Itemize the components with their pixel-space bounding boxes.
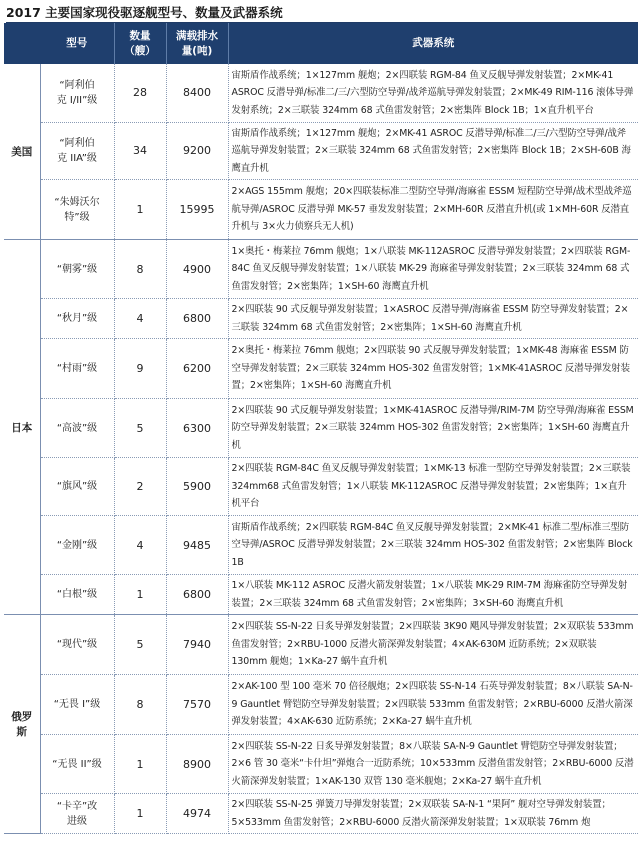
table-row bbox=[4, 735, 638, 794]
displacement-cell: 7570 bbox=[166, 675, 228, 735]
country-cell: 俄罗 斯 bbox=[4, 615, 40, 834]
table-row bbox=[4, 615, 638, 675]
count-cell: 34 bbox=[114, 122, 166, 180]
header-count: 数量 （艘） bbox=[114, 23, 166, 64]
model-cell: “朝雾”级 bbox=[40, 240, 114, 299]
count-cell: 4 bbox=[114, 299, 166, 339]
country-cell: 美国 bbox=[4, 64, 40, 240]
weapons-cell: 2×四联装 SS-N-22 日炙导弹发射装置；8×八联装 SA-N-9 Gauntlet 臂铠防空导弹发射装置；2×6 管 30 毫米“卡什坦”弹炮合一近防系统；10×533mm 反潜鱼雷发射管；2×RBU-6000 反潜火箭深弹发射装置；1×AK-130 双管 130 毫米舰炮；2×Ka-27 蜗牛直升机 bbox=[228, 735, 638, 794]
count-cell: 1 bbox=[114, 735, 166, 794]
count-cell: 5 bbox=[114, 399, 166, 458]
weapons-cell: 2×AGS 155mm 舰炮；20×四联装标准二型防空导弹/海麻雀 ESSM 短程防空导弹/战术型战斧巡航导弹/ASROC 反潜导弹 MK-57 垂发发射装置；2×MH-60R 反潜直升机(或 1×MH-60R 反潜直升机与 3×火力侦察兵无人机) bbox=[228, 180, 638, 240]
model-cell: “白根”级 bbox=[40, 575, 114, 615]
weapons-cell: 2×奥托・梅莱拉 76mm 舰炮；2×四联装 90 式反舰导弹发射装置；1×MK-48 海麻雀 ESSM 防空导弹发射装置；2×三联装 324mm HOS-302 鱼雷发射管；1×MK-41ASROC 反潜导弹发射装置；2×密集阵；1×SH-60 海鹰直升机 bbox=[228, 339, 638, 399]
table-title: 2017 主要国家现役驱逐舰型号、数量及武器系统 bbox=[6, 5, 283, 20]
displacement-cell: 8400 bbox=[166, 64, 228, 122]
model-cell: “旗风”级 bbox=[40, 458, 114, 516]
header-row bbox=[4, 23, 638, 64]
count-cell: 8 bbox=[114, 240, 166, 299]
displacement-cell: 6800 bbox=[166, 299, 228, 339]
count-cell: 9 bbox=[114, 339, 166, 399]
table-row bbox=[4, 64, 638, 122]
table-row bbox=[4, 240, 638, 299]
table-row bbox=[4, 794, 638, 834]
weapons-cell: 2×AK-100 型 100 毫米 70 倍径舰炮；2×四联装 SS-N-14 石英导弹发射装置；8×八联装 SA-N-9 Gauntlet 臂铠防空导弹发射装置；2×四联装 533mm 鱼雷发射管；2×RBU-6000 反潜火箭深弹发射装置；4×AK-630 近防系统；2×Ka-27 蜗牛直升机 bbox=[228, 675, 638, 735]
model-cell: “现代”级 bbox=[40, 615, 114, 675]
weapons-cell: 2×四联装 SS-N-22 日炙导弹发射装置；2×四联装 3K90 飓风导弹发射装置；2×双联装 533mm 鱼雷发射管；2×RBU-1000 反潜火箭深弹发射装置；4×AK-630M 近防系统；2×双联装 130mm 舰炮；1×Ka-27 蜗牛直升机 bbox=[228, 615, 638, 675]
table-row bbox=[4, 122, 638, 180]
count-cell: 5 bbox=[114, 615, 166, 675]
header-weapons: 武器系统 bbox=[228, 23, 638, 64]
table-row bbox=[4, 399, 638, 458]
table-row bbox=[4, 458, 638, 516]
displacement-cell: 8900 bbox=[166, 735, 228, 794]
destroyer-table bbox=[4, 23, 638, 834]
displacement-cell: 7940 bbox=[166, 615, 228, 675]
table-row bbox=[4, 675, 638, 735]
count-cell: 1 bbox=[114, 794, 166, 834]
displacement-cell: 6800 bbox=[166, 575, 228, 615]
count-cell: 8 bbox=[114, 675, 166, 735]
model-cell: “金刚”级 bbox=[40, 516, 114, 575]
model-cell: “卡辛”改 进级 bbox=[40, 794, 114, 834]
header-displacement: 满载排水 量(吨) bbox=[166, 23, 228, 64]
weapons-cell: 1×奥托・梅莱拉 76mm 舰炮；1×八联装 MK-112ASROC 反潜导弹发射装置；2×四联装 RGM-84C 鱼叉反舰导弹发射装置；1×八联装 MK-29 海麻雀导弹发射装置；2×三联装 324mm 68 式鱼雷发射管；2×密集阵；1×SH-60 海鹰直升机 bbox=[228, 240, 638, 299]
model-cell: “无畏 I”级 bbox=[40, 675, 114, 735]
count-cell: 4 bbox=[114, 516, 166, 575]
count-cell: 2 bbox=[114, 458, 166, 516]
model-cell: “村雨”级 bbox=[40, 339, 114, 399]
table-row bbox=[4, 339, 638, 399]
count-cell: 1 bbox=[114, 575, 166, 615]
displacement-cell: 6200 bbox=[166, 339, 228, 399]
model-cell: “朱姆沃尔 特”级 bbox=[40, 180, 114, 240]
displacement-cell: 6300 bbox=[166, 399, 228, 458]
model-cell: “高波”级 bbox=[40, 399, 114, 458]
weapons-cell: 宙斯盾作战系统；1×127mm 舰炮；2×四联装 RGM-84 鱼叉反舰导弹发射装置；2×MK-41 ASROC 反潜导弹/标准二/三/六型防空导弹/战斧巡航导弹发射装置；2×MK-49 RIM-116 滚体导弹发射系统；2×三联装 324mm 68 式鱼雷发射管；2×密集阵 Block 1B；1×直升机平台 bbox=[228, 64, 638, 122]
displacement-cell: 5900 bbox=[166, 458, 228, 516]
count-cell: 1 bbox=[114, 180, 166, 240]
weapons-cell: 2×四联装 90 式反舰导弹发射装置；1×MK-41ASROC 反潜导弹/RIM-7M 防空导弹/海麻雀 ESSM 防空导弹发射装置；2×三联装 324mm HOS-302 鱼雷发射管；2×密集阵；1×SH-60 海鹰直升机 bbox=[228, 399, 638, 458]
weapons-cell: 2×四联装 90 式反舰导弹发射装置；1×ASROC 反潜导弹/海麻雀 ESSM 防空导弹发射装置；2×三联装 324mm 68 式鱼雷发射管；2×密集阵；1×SH-60 海鹰直升机 bbox=[228, 299, 638, 339]
weapons-cell: 宙斯盾作战系统；1×127mm 舰炮；2×MK-41 ASROC 反潜导弹/标准二/三/六型防空导弹/战斧巡航导弹发射装置；2×三联装 324mm 68 式鱼雷发射管；2×密集阵 Block 1B；2×SH-60B 海鹰直升机 bbox=[228, 122, 638, 180]
table-row bbox=[4, 180, 638, 240]
weapons-cell: 2×四联装 SS-N-25 弹簧刀导弹发射装置；2×双联装 SA-N-1 “果阿” 舰对空导弹发射装置；5×533mm 鱼雷发射管；2×RBU-6000 反潜火箭深弹发射装置；1×双联装 76mm 炮 bbox=[228, 794, 638, 834]
displacement-cell: 9200 bbox=[166, 122, 228, 180]
weapons-cell: 宙斯盾作战系统；2×四联装 RGM-84C 鱼叉反舰导弹发射装置；2×MK-41 标准二型/标准三型防空导弹/ASROC 反潜导弹发射装置；2×三联装 324mm HOS-302 鱼雷发射管；2×密集阵 Block 1B bbox=[228, 516, 638, 575]
header-country bbox=[4, 23, 40, 64]
weapons-cell: 2×四联装 RGM-84C 鱼叉反舰导弹发射装置；1×MK-13 标准一型防空导弹发射装置；2×三联装 324mm68 式鱼雷发射管；1×八联装 MK-112ASROC 反潜导弹发射装置；2×密集阵；1×直升机平台 bbox=[228, 458, 638, 516]
header-model: 型号 bbox=[40, 23, 114, 64]
count-cell: 28 bbox=[114, 64, 166, 122]
model-cell: “秋月”级 bbox=[40, 299, 114, 339]
displacement-cell: 4900 bbox=[166, 240, 228, 299]
displacement-cell: 9485 bbox=[166, 516, 228, 575]
model-cell: “无畏 II”级 bbox=[40, 735, 114, 794]
displacement-cell: 15995 bbox=[166, 180, 228, 240]
model-cell: “阿利伯 克 I/II”级 bbox=[40, 64, 114, 122]
displacement-cell: 4974 bbox=[166, 794, 228, 834]
table-row bbox=[4, 575, 638, 615]
weapons-cell: 1×八联装 MK-112 ASROC 反潜火箭发射装置；1×八联装 MK-29 RIM-7M 海麻雀防空导弹发射装置；2×三联装 324mm 68 式鱼雷发射管；2×密集阵；3×SH-60 海鹰直升机 bbox=[228, 575, 638, 615]
country-cell: 日本 bbox=[4, 240, 40, 615]
table-row bbox=[4, 516, 638, 575]
model-cell: “阿利伯 克 IIA”级 bbox=[40, 122, 114, 180]
table-row bbox=[4, 299, 638, 339]
